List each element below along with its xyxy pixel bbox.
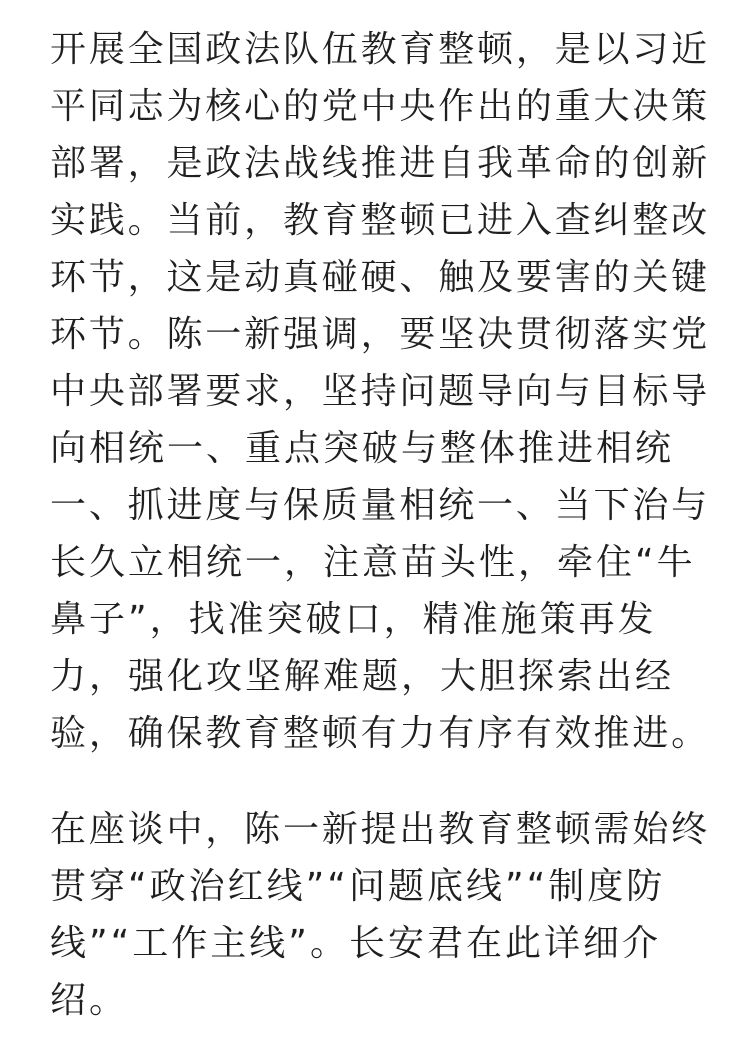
paragraph-2-line-1: 在座谈中，陈一新提出教育整顿需始终 — [50, 809, 711, 850]
paragraph-2-line-3: 线”“工作主线”。长安君在此详细介 — [50, 923, 661, 964]
paragraph-1-line-4: 实践。当前，教育整顿已进入查纠整改 — [50, 200, 711, 241]
paragraph-1-line-6: 环节。陈一新强调，要坚决贯彻落实党 — [50, 314, 711, 355]
paragraph-2-line-2: 贯穿“政治红线”“问题底线”“制度防 — [50, 866, 666, 907]
paragraph-1-line-10: 长久立相统一，注意苗头性，牵住“牛 — [50, 542, 696, 583]
paragraph-1-line-5: 环节，这是动真碰硬、触及要害的关键 — [50, 257, 711, 298]
paragraph-1-line-1: 开展全国政法队伍教育整顿，是以习近 — [50, 29, 711, 70]
paragraph-1-line-11: 鼻子”，找准突破口，精准施策再发 — [50, 599, 657, 640]
paragraph-1-line-7: 中央部署要求，坚持问题导向与目标导 — [50, 371, 711, 412]
paragraph-1-line-2: 平同志为核心的党中央作出的重大决策 — [50, 86, 711, 127]
paragraph-2-line-4: 绍。 — [50, 980, 129, 1021]
paragraph-1-line-3: 部署，是政法战线推进自我革命的创新 — [50, 143, 711, 184]
paragraph-1-line-13: 验，确保教育整顿有力有序有效推进。 — [50, 713, 711, 754]
paragraph-1-line-8: 向相统一、重点突破与整体推进相统 — [50, 428, 675, 469]
paragraph-1-line-9: 一、抓进度与保质量相统一、当下治与 — [50, 485, 711, 526]
paragraph-1-line-12: 力，强化攻坚解难题，大胆探索出经 — [50, 656, 675, 697]
